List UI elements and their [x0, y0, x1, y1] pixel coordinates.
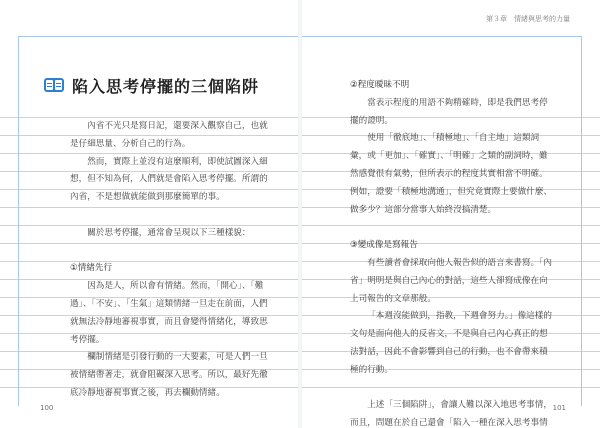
paragraph: 使用「徹底地」、「積極地」、「自主地」這類詞彙，或「更加」、「確實」、「明確」之類的副詞時，雖然感覺很有氣勢，但所表示的程度其實相當不明確。例如，證要「積極地溝通」，但究竟實際上要做什麼、做多少？這部分當事人始終沒搞清楚。: [350, 133, 552, 215]
paragraph: 然而，實際上並沒有這麼順利，即使試圖深入細想，但不知為何，人們就是會陷入思考停擺。所謂的內省，不是想做就能做到那麼簡單的事。: [70, 156, 268, 203]
paragraph: 因為是人，所以會有情緒。然而，「開心」、「難過」、「不安」、「生氣」這類情緒一旦走在前面，人們就無法冷靜地審視事實，而且會變得情緒化，導致思考停擺。: [70, 281, 268, 345]
paragraph: 上述「三個陷阱」，會讓人難以深入地思考事情，而且，問題在於自己還會「陷入一種在深入思考事情: [350, 400, 552, 428]
book-gutter: [298, 0, 302, 428]
paragraph: 內省不光只是寫日記，還要深入觀察自己，也就是仔細思量、分析自己的行為。: [70, 121, 268, 149]
paragraph: 有些讀者會採取向他人報告似的語言來書寫。「內省」明明是與自己內心的對話，這些人卻寫成像在向上司報告的文章那般。: [350, 257, 552, 304]
running-head: 第３章 情緒與思考的力量: [486, 15, 570, 23]
page-number-right: 101: [552, 404, 566, 412]
left-page-text: [70, 118, 270, 403]
paragraph: 關於思考停擺，通常會呈現以下三種樣貌：: [87, 227, 251, 238]
right-border-rule: [581, 36, 582, 406]
section-title: 陷入思考停擺的三個陷阱: [72, 77, 260, 96]
paragraph: 「本週沒能做到，指教，下週會努力。」像這樣的文句是面向他人的反省文，不是與自己內心真正的想法對話，因此不會影響到自己的行動，也不會帶來積極的行動。: [350, 311, 552, 375]
page-number-left: 100: [40, 404, 54, 412]
left-border-rule: [18, 36, 19, 406]
subheading: ①情緒先行: [70, 263, 113, 274]
paragraph: 欄制情緒是引發行動的一大要素，可是人們一旦被情緒帶著走，就會阻礙深入思考。所以，最好先徹底冷靜地審視事實之後，再去欄動情緒。: [70, 352, 268, 398]
paragraph: 當表示程度的用語不夠精確時，即是我們思考停擺的證明。: [350, 97, 548, 126]
open-book-icon: [44, 78, 64, 92]
right-page-text: [350, 77, 556, 428]
subheading: ③變成像是寫報告: [350, 240, 418, 251]
subheading: ②程度曖昧不明: [350, 80, 410, 90]
